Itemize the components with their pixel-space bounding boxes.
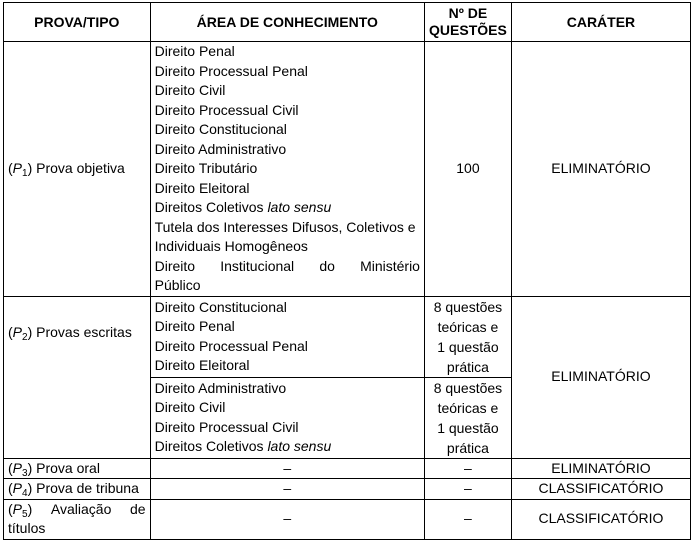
prova-cell-p4: $(P_4)$ Prova de tribuna xyxy=(4,479,151,500)
area-item: Direito Civil xyxy=(154,399,226,415)
questoes-cell-p4: – xyxy=(424,479,511,500)
area-item: Direito Processual Civil xyxy=(154,101,299,118)
prova-word: $(P_5)$ xyxy=(8,500,33,520)
area-cell-p4: – xyxy=(150,479,424,500)
area-item xyxy=(155,198,420,218)
area-item-italic: lato sensu xyxy=(267,438,332,454)
header-n-questoes xyxy=(424,3,511,42)
prova-label: ) Prova objetiva xyxy=(27,160,125,176)
prova-subscript: 2 xyxy=(22,331,28,343)
area-cell-p1 xyxy=(150,42,424,297)
prova-subscript: 1 xyxy=(22,168,28,179)
prova-subscript: 3 xyxy=(22,467,28,479)
prova-label: ) Prova oral xyxy=(27,459,100,476)
prova-line1 xyxy=(8,500,146,520)
table-row-p1 xyxy=(4,42,691,297)
prova-cell-p1: $(P_1)$ Prova objetiva xyxy=(4,42,151,297)
area-item-italic: lato sensu xyxy=(267,199,332,215)
prova-cell-p3: $(P_3)$ Prova oral xyxy=(4,458,151,479)
questoes-line: 1 questão xyxy=(437,338,499,355)
area-item-text: Direitos Coletivos xyxy=(154,438,268,454)
area-item: Direito Civil xyxy=(154,82,226,98)
questoes-cell-p5: – xyxy=(424,499,511,539)
prova-subscript: 5 xyxy=(22,508,28,520)
header-prova-tipo: PROVA/TIPO xyxy=(4,3,151,42)
prova-word-paren: ) xyxy=(27,500,33,517)
area-item: Direito Constitucional xyxy=(154,121,287,137)
header-carater: CARÁTER xyxy=(511,3,690,42)
carater-cell-p1: ELIMINATÓRIO xyxy=(511,42,690,297)
prova-label: ) Prova de tribuna xyxy=(27,480,139,496)
prova-word: Avaliação xyxy=(50,500,112,517)
area-item: Direito Penal xyxy=(154,43,235,59)
carater-cell-p5: CLASSIFICATÓRIO xyxy=(511,499,690,539)
area-cell-p5: – xyxy=(150,499,424,539)
questoes-cell-p2b xyxy=(424,377,511,458)
area-item: Direito Eleitoral xyxy=(154,357,250,373)
area-item-mp-end: Público xyxy=(154,277,201,293)
questoes-line: teóricas e xyxy=(437,318,499,335)
prova-word: de xyxy=(130,500,146,517)
questoes-cell-p2a xyxy=(424,296,511,377)
carater-cell-p4: CLASSIFICATÓRIO xyxy=(511,479,690,500)
carater-cell-p3: ELIMINATÓRIO xyxy=(511,458,690,479)
questoes-cell-p3: – xyxy=(424,458,511,479)
prova-label: ) Provas escritas xyxy=(27,323,132,340)
area-cell-p2a xyxy=(150,296,424,377)
prova-line2: títulos xyxy=(8,520,46,536)
table-row-p4 xyxy=(4,479,691,500)
area-item: Direito Eleitoral xyxy=(154,179,250,196)
prova-cell-p2: $(P_2)$ Provas escritas xyxy=(4,296,151,458)
prova-subscript: 4 xyxy=(22,488,28,499)
area-cell-p2b xyxy=(150,377,424,458)
questoes-cell-p1: 100 xyxy=(424,42,511,297)
exam-table xyxy=(3,2,691,540)
header-area: ÁREA DE CONHECIMENTO xyxy=(150,3,424,42)
questoes-line: prática xyxy=(446,358,489,375)
questoes-line: 1 questão xyxy=(437,419,499,436)
area-item: Direito Administrativo xyxy=(154,140,287,157)
table-row-p3 xyxy=(4,458,691,479)
area-item: Direito Processual Penal xyxy=(154,337,308,354)
area-item-tutela: Tutela dos Interesses Difusos, Coletivos e Individuais Homogêneos xyxy=(154,218,416,254)
carater-cell-p2: ELIMINATÓRIO xyxy=(511,296,690,458)
area-item: Direito Tributário xyxy=(154,160,258,176)
header-n-questoes-line1: Nº DE xyxy=(448,5,488,21)
questoes-line: prática xyxy=(446,439,489,456)
area-cell-p3: – xyxy=(150,458,424,479)
area-item-text: Direitos Coletivos xyxy=(154,199,268,215)
area-word: Ministério xyxy=(360,257,420,274)
area-word: Institucional xyxy=(220,257,295,274)
area-item: Direito Processual Civil xyxy=(154,418,299,435)
header-row xyxy=(4,3,691,42)
area-item: Direito Administrativo xyxy=(154,379,287,396)
header-n-questoes-line2: QUESTÕES xyxy=(429,22,507,38)
questoes-line: 8 questões xyxy=(433,379,503,396)
table-row-p5 xyxy=(4,499,691,539)
prova-cell-p5 xyxy=(4,499,151,539)
area-word: do xyxy=(319,257,335,274)
area-item-mp xyxy=(155,257,420,277)
questoes-line: teóricas e xyxy=(437,399,499,416)
area-item xyxy=(155,437,420,457)
area-item: Direito Constitucional xyxy=(154,298,287,315)
area-item: Direito Penal xyxy=(154,318,235,334)
area-item: Direito Processual Penal xyxy=(154,62,308,79)
table-row-p2a xyxy=(4,296,691,377)
area-word: Direito xyxy=(154,257,196,274)
questoes-line: 8 questões xyxy=(433,298,503,315)
